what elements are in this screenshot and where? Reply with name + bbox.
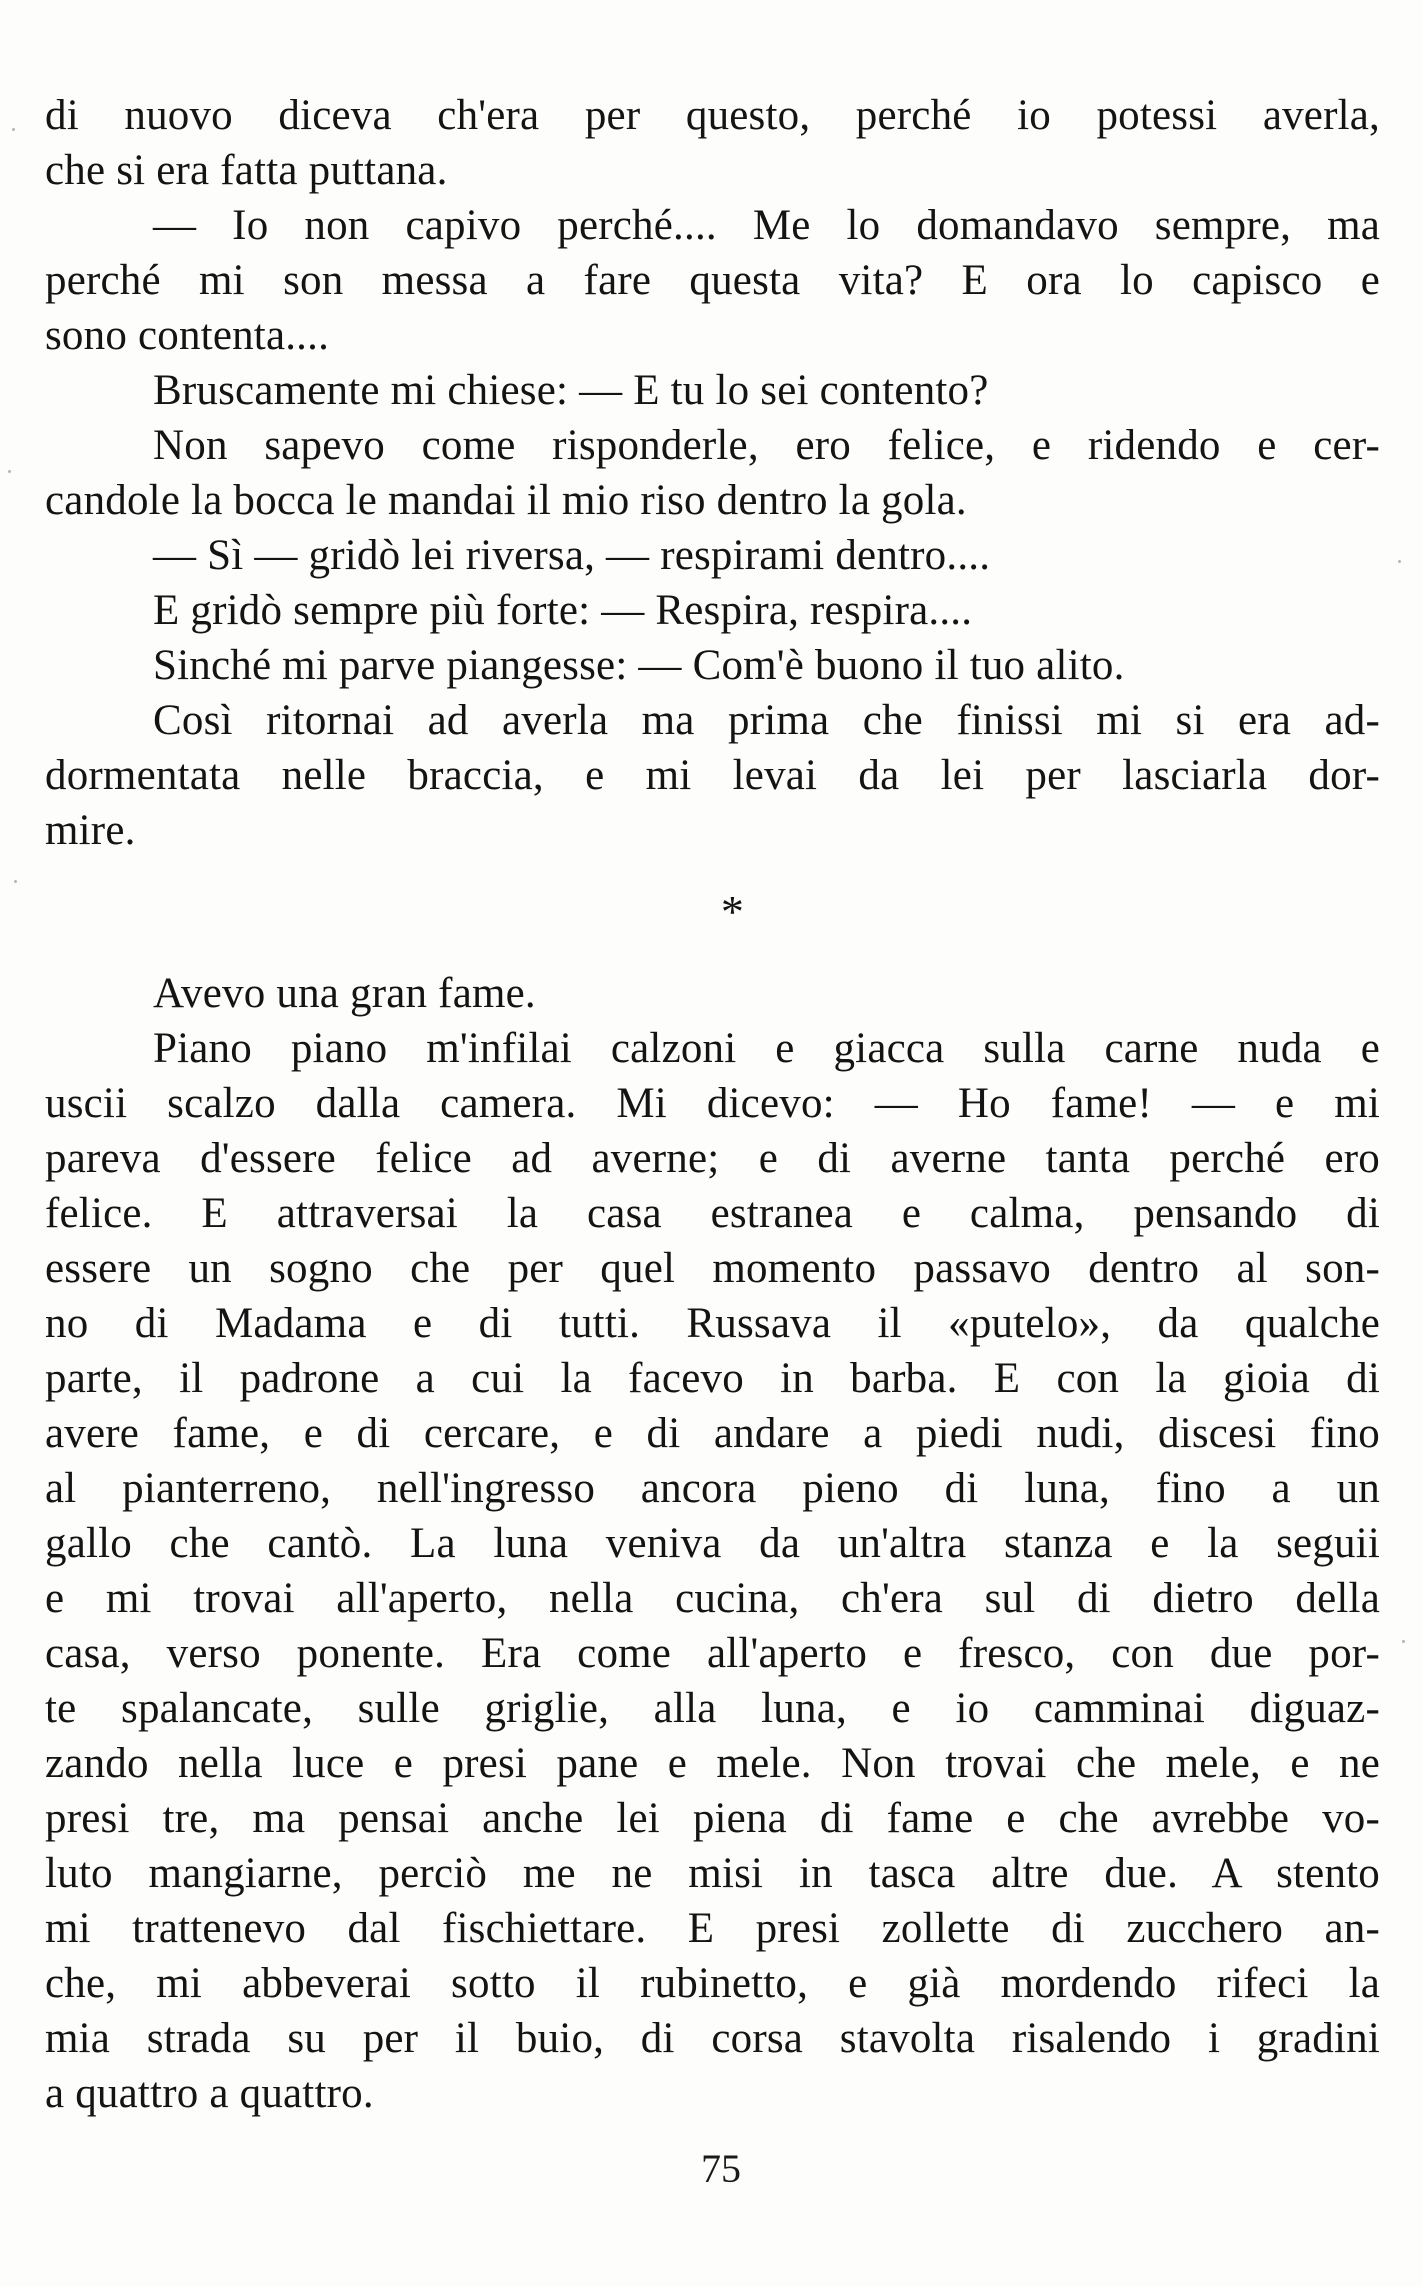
page-number: 75 <box>701 2146 741 2191</box>
scan-speck <box>1398 560 1401 563</box>
text-line: — Sì — gridò lei riversa, — respirami dentro.... <box>153 532 991 579</box>
text-line: luto mangiarne, perciò me ne misi in tasca altre due. A stento <box>45 1850 1380 1897</box>
text-line: sono contenta.... <box>45 312 330 359</box>
text-line: Piano piano m'infilai calzoni e giacca sulla carne nuda e <box>153 1025 1380 1072</box>
text-line: felice. E attraversai la casa estranea e calma, pensando di <box>45 1190 1380 1237</box>
section-break: * <box>720 886 745 937</box>
text-line: perché mi son messa a fare questa vita? E ora lo capisco e <box>45 257 1380 304</box>
text-line: mia strada su per il buio, di corsa stavolta risalendo i gradini <box>45 2015 1380 2062</box>
text-line: Bruscamente mi chiese: — E tu lo sei contento? <box>153 367 989 414</box>
text-line: candole la bocca le mandai il mio riso dentro la gola. <box>45 477 967 524</box>
text-line: mire. <box>45 807 136 854</box>
scan-speck <box>8 470 11 473</box>
text-line: avere fame, e di cercare, e di andare a piedi nudi, discesi fino <box>45 1410 1380 1457</box>
text-line: te spalancate, sulle griglie, alla luna, e io camminai diguaz- <box>45 1685 1380 1732</box>
text-line: uscii scalzo dalla camera. Mi dicevo: — Ho fame! — e mi <box>45 1080 1380 1127</box>
text-line: — Io non capivo perché.... Me lo domandavo sempre, ma <box>153 202 1380 249</box>
text-line: e mi trovai all'aperto, nella cucina, ch'era sul di dietro della <box>45 1575 1380 1622</box>
text-line: che si era fatta puttana. <box>45 147 448 194</box>
text-line: Sinché mi parve piangesse: — Com'è buono il tuo alito. <box>153 642 1125 689</box>
text-line: casa, verso ponente. Era come all'aperto e fresco, con due por- <box>45 1630 1380 1677</box>
scan-speck <box>12 128 15 131</box>
scan-speck <box>14 880 17 883</box>
scan-speck <box>1402 1640 1405 1643</box>
text-line: a quattro a quattro. <box>45 2070 374 2117</box>
text-line: E gridò sempre più forte: — Respira, respira.... <box>153 587 973 634</box>
text-line: dormentata nelle braccia, e mi levai da lei per lasciarla dor- <box>45 752 1380 799</box>
text-line: mi trattenevo dal fischiettare. E presi zollette di zucchero an- <box>45 1905 1380 1952</box>
text-line: no di Madama e di tutti. Russava il «putelo», da qualche <box>45 1300 1380 1347</box>
text-line: presi tre, ma pensai anche lei piena di fame e che avrebbe vo- <box>45 1795 1380 1842</box>
text-line: di nuovo diceva ch'era per questo, perché io potessi averla, <box>45 92 1380 139</box>
text-line: parte, il padrone a cui la facevo in barba. E con la gioia di <box>45 1355 1380 1402</box>
text-line: Avevo una gran fame. <box>153 970 536 1017</box>
text-line: gallo che cantò. La luna veniva da un'altra stanza e la seguii <box>45 1520 1380 1567</box>
text-line: pareva d'essere felice ad averne; e di averne tanta perché ero <box>45 1135 1380 1182</box>
text-line: che, mi abbeverai sotto il rubinetto, e già mordendo rifeci la <box>45 1960 1380 2007</box>
text-line: zando nella luce e presi pane e mele. Non trovai che mele, e ne <box>45 1740 1380 1787</box>
text-line: Così ritornai ad averla ma prima che finissi mi si era ad- <box>153 697 1380 744</box>
body-text <box>45 88 1380 2121</box>
text-line: al pianterreno, nell'ingresso ancora pieno di luna, fino a un <box>45 1465 1380 1512</box>
text-line: Non sapevo come risponderle, ero felice, e ridendo e cer- <box>153 422 1380 469</box>
text-line: essere un sogno che per quel momento passavo dentro al son- <box>45 1245 1380 1292</box>
